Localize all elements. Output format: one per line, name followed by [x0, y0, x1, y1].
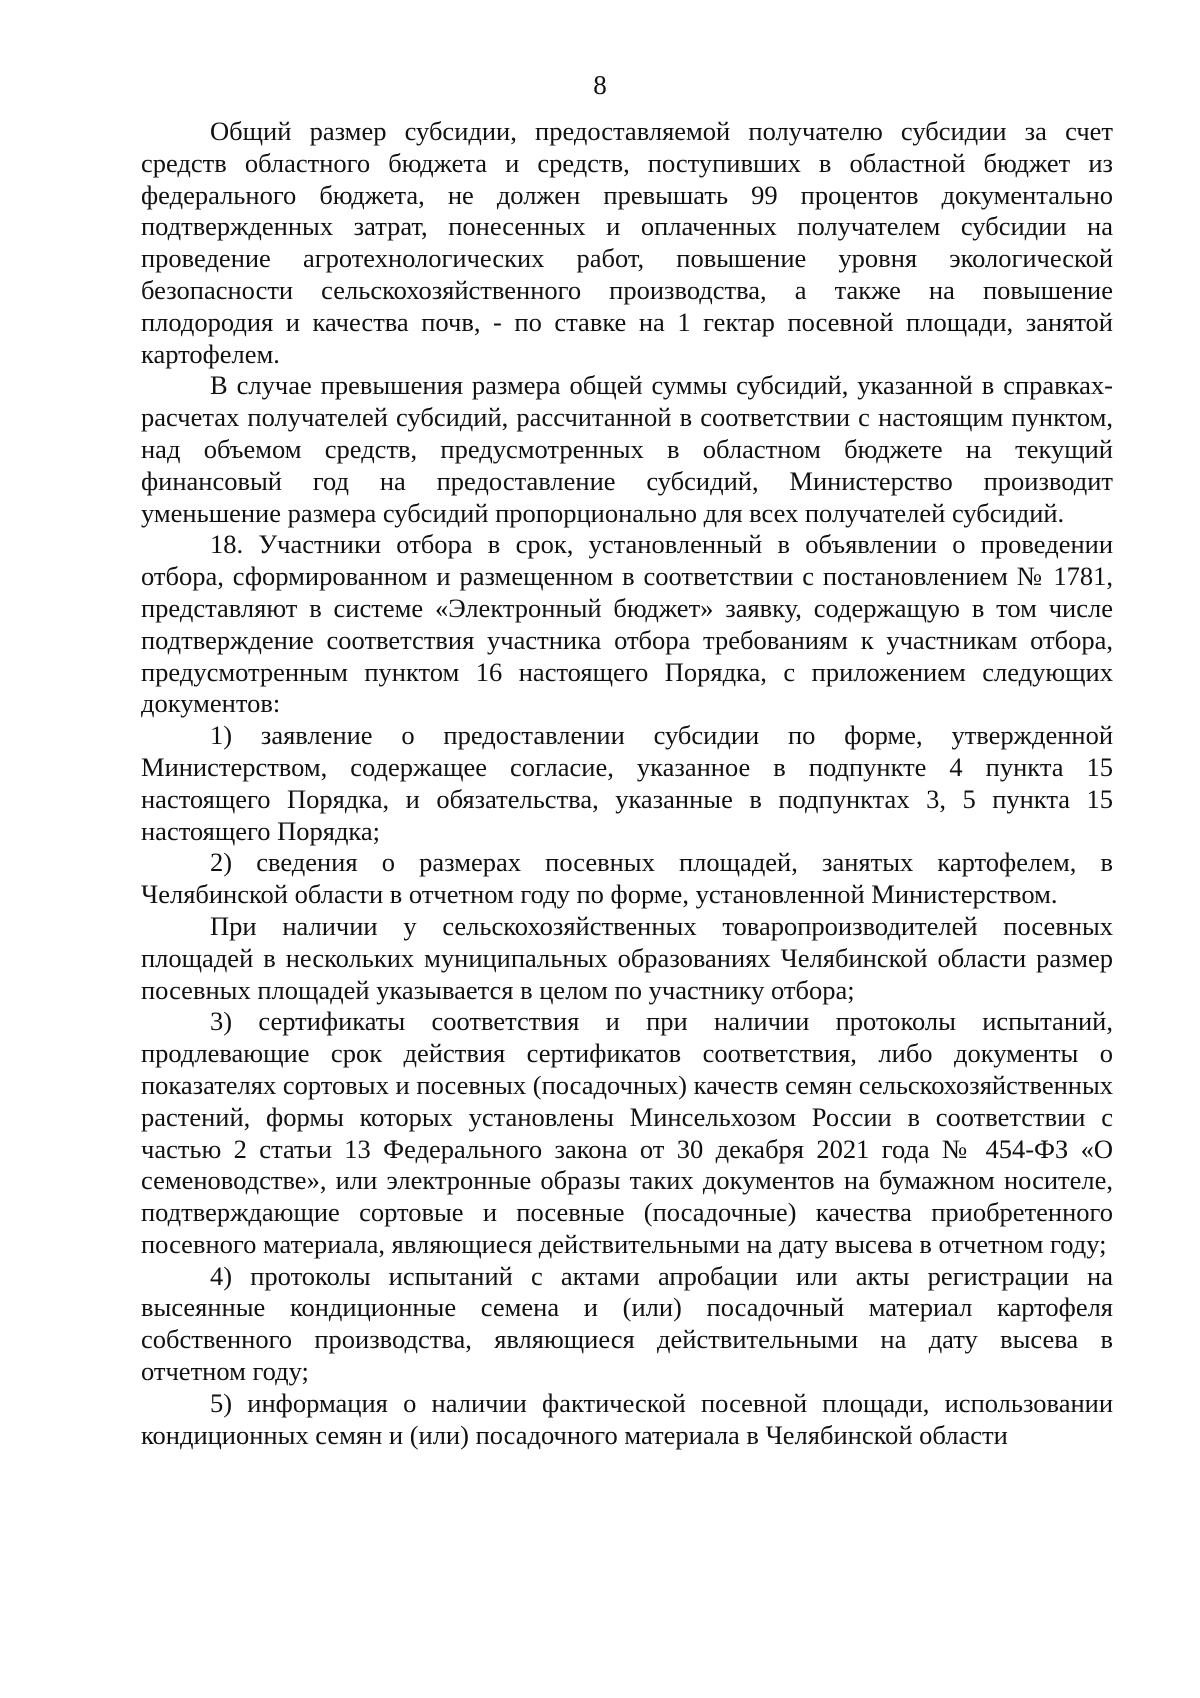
paragraph-subsidy-reduction: В случае превышения размера общей суммы субсидий, указанной в справках-расчетах получателей субсидий, рассчитанной в соответствии с настоящим пунктом, над объемом средств, предусмотренных в областном бюджете на текущий финансовый год на предоставление субсидий, Министерство производит уменьшение размера субсидий пропорционально для всех получателей субсидий.	[141, 370, 1113, 528]
paragraph-subitem-2: 2) сведения о размерах посевных площадей, занятых картофелем, в Челябинской области в отчетном году по форме, установленной Министерством.	[141, 847, 1113, 910]
document-body	[141, 116, 1113, 1451]
paragraph-subitem-3: 3) сертификаты соответствия и при наличии протоколы испытаний, продлевающие срок действия сертификатов соответствия, либо документы о показателях сортовых и посевных (посадочных) качеств семян сельскохозяйственных растений, формы которых установлены Минсельхозом России в соответствии с частью 2 статьи 13 Федерального закона от 30 декабря 2021 года № 454-ФЗ «О семеноводстве», или электронные образы таких документов на бумажном носителе, подтверждающие сортовые и посевные (посадочные) качества приобретенного посевного материала, являющиеся действительными на дату высева в отчетном году;	[141, 1006, 1113, 1259]
paragraph-subitem-5: 5) информация о наличии фактической посевной площади, использовании кондиционных семян и (или) посадочного материала в Челябинской области	[141, 1387, 1113, 1450]
paragraph-subitem-1: 1) заявление о предоставлении субсидии по форме, утвержденной Министерством, содержащее согласие, указанное в подпункте 4 пункта 15 настоящего Порядка, и обязательства, указанные в подпунктах 3, 5 пункта 15 настоящего Порядка;	[141, 720, 1113, 846]
paragraph-total-subsidy: Общий размер субсидии, предоставляемой получателю субсидии за счет средств областного бюджета и средств, поступивших в областной бюджет из федерального бюджета, не должен превышать 99 процентов документально подтвержденных затрат, понесенных и оплаченных получателем субсидии на проведение агротехнологических работ, повышение уровня экологической безопасности сельскохозяйственного производства, а также на повышение плодородия и качества почв, - по ставке на 1 гектар посевной площади, занятой картофелем.	[141, 116, 1113, 369]
paragraph-item-18: 18. Участники отбора в срок, установленный в объявлении о проведении отбора, сформированном и размещенном в соответствии с постановлением № 1781, представляют в системе «Электронный бюджет» заявку, содержащую в том числе подтверждение соответствия участника отбора требованиям к участникам отбора, предусмотренным пунктом 16 настоящего Порядка, с приложением следующих документов:	[141, 529, 1113, 719]
paragraph-subitem-4: 4) протоколы испытаний с актами апробации или акты регистрации на высеянные кондиционные семена и (или) посадочный материал картофеля собственного производства, являющиеся действительными на дату высева в отчетном году;	[141, 1260, 1113, 1387]
page-number: 8	[593, 70, 607, 100]
paragraph-multiple-municipalities: При наличии у сельскохозяйственных товаропроизводителей посевных площадей в нескольких муниципальных образованиях Челябинской области размер посевных площадей указывается в целом по участнику отбора;	[141, 910, 1113, 1005]
